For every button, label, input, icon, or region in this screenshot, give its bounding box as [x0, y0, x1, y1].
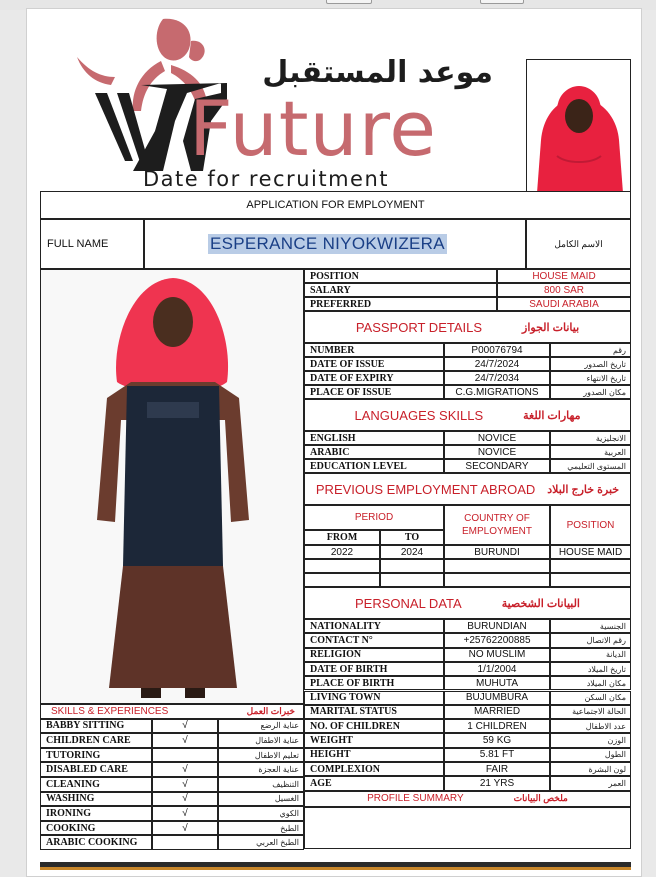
language-label: EDUCATION LEVEL: [304, 459, 444, 473]
personal-label-ar: العمر: [550, 776, 631, 790]
passport-label: PLACE OF ISSUE: [304, 385, 444, 399]
personal-value: BUJUMBURA: [444, 691, 550, 705]
employment-empty-cell: [304, 573, 380, 587]
skill-check: √: [152, 777, 218, 792]
passport-label: DATE OF EXPIRY: [304, 371, 444, 385]
skill-check: √: [152, 719, 218, 734]
personal-label-ar: الطول: [550, 748, 631, 762]
personal-label-ar: لون البشرة: [550, 762, 631, 776]
job-value: SAUDI ARABIA: [497, 297, 631, 311]
skill-label: CHILDREN CARE: [40, 733, 152, 748]
personal-label: NO. OF CHILDREN: [304, 719, 444, 733]
personal-value: BURUNDIAN: [444, 619, 550, 633]
skill-check: √: [152, 762, 218, 777]
passport-label: NUMBER: [304, 343, 444, 357]
country-header: COUNTRY OF EMPLOYMENT: [444, 505, 550, 545]
employment-empty-cell: [380, 559, 444, 573]
skill-label: COOKING: [40, 821, 152, 836]
language-label-ar: الانجليزية: [550, 431, 631, 445]
skill-check: √: [152, 733, 218, 748]
employment-country: BURUNDI: [444, 545, 550, 559]
passport-section-header: PASSPORT DETAILS بيانات الجواز: [304, 311, 631, 343]
personal-label-ar: عدد الاطفال: [550, 719, 631, 733]
job-value: HOUSE MAID: [497, 269, 631, 283]
personal-label-ar: تاريخ الميلاد: [550, 662, 631, 676]
passport-value: C.G.MIGRATIONS: [444, 385, 550, 399]
toolbar-button[interactable]: [480, 0, 524, 4]
skill-label-ar: الطبخ العربي: [218, 835, 304, 850]
employment-empty-cell: [550, 573, 631, 587]
employment-to: 2024: [380, 545, 444, 559]
passport-value: P00076794: [444, 343, 550, 357]
personal-label: DATE OF BIRTH: [304, 662, 444, 676]
document-page: [26, 8, 642, 877]
passport-label-ar: رقم: [550, 343, 631, 357]
job-label: SALARY: [304, 283, 497, 297]
employment-section-header: PREVIOUS EMPLOYMENT ABROAD خبرة خارج البلاد: [304, 473, 631, 505]
skill-label: CLEANING: [40, 777, 152, 792]
job-value: 800 SAR: [497, 283, 631, 297]
personal-label: LIVING TOWN: [304, 691, 444, 705]
personal-value: 21 YRS: [444, 776, 550, 790]
language-value: NOVICE: [444, 431, 550, 445]
skill-label: ARABIC COOKING: [40, 835, 152, 850]
personal-value: MUHUTA: [444, 676, 550, 690]
employment-position: HOUSE MAID: [550, 545, 631, 559]
profile-summary-header: PROFILE SUMMARY ملخص البيانات: [304, 791, 631, 807]
skill-label: DISABLED CARE: [40, 762, 152, 777]
passport-label: DATE OF ISSUE: [304, 357, 444, 371]
skill-label-ar: الطبخ: [218, 821, 304, 836]
full-name-value: ESPERANCE NIYOKWIZERA: [144, 219, 526, 269]
passport-label-ar: تاريخ الصدور: [550, 357, 631, 371]
personal-label: NATIONALITY: [304, 619, 444, 633]
personal-value: +25762200885: [444, 633, 550, 647]
employment-empty-cell: [550, 559, 631, 573]
skills-section-header: SKILLS & EXPERIENCES خبرات العمل: [40, 704, 304, 719]
personal-label: MARITAL STATUS: [304, 705, 444, 719]
language-value: NOVICE: [444, 445, 550, 459]
employment-empty-cell: [304, 559, 380, 573]
personal-label-ar: الديانة: [550, 648, 631, 662]
personal-value: NO MUSLIM: [444, 648, 550, 662]
personal-value: MARRIED: [444, 705, 550, 719]
personal-value: 1/1/2004: [444, 662, 550, 676]
company-logo: [71, 11, 491, 191]
job-label: PREFERRED: [304, 297, 497, 311]
personal-label-ar: مكان السكن: [550, 691, 631, 705]
period-header: PERIOD: [304, 505, 444, 530]
personal-label-ar: رقم الاتصال: [550, 633, 631, 647]
personal-label: AGE: [304, 776, 444, 790]
full-body-photo: [40, 269, 304, 704]
skill-label-ar: عناية الرضع: [218, 719, 304, 734]
passport-label-ar: مكان الصدور: [550, 385, 631, 399]
personal-value: 5.81 FT: [444, 748, 550, 762]
skill-check: [152, 835, 218, 850]
full-name-label: FULL NAME: [40, 219, 144, 269]
skill-label: TUTORING: [40, 748, 152, 763]
employment-empty-cell: [444, 573, 550, 587]
skill-label: IRONING: [40, 806, 152, 821]
from-header: FROM: [304, 530, 380, 545]
personal-section-header: PERSONAL DATA البيانات الشخصية: [304, 587, 631, 619]
skill-label-ar: التنظيف: [218, 777, 304, 792]
skill-check: √: [152, 821, 218, 836]
language-label: ENGLISH: [304, 431, 444, 445]
personal-label: HEIGHT: [304, 748, 444, 762]
employment-from: 2022: [304, 545, 380, 559]
personal-label: RELIGION: [304, 648, 444, 662]
personal-label-ar: الحالة الاجتماعية: [550, 705, 631, 719]
skill-label-ar: تعليم الاطفال: [218, 748, 304, 763]
application-title: APPLICATION FOR EMPLOYMENT: [40, 191, 631, 219]
employment-empty-cell: [380, 573, 444, 587]
personal-label-ar: الجنسية: [550, 619, 631, 633]
brand-main-name: Future: [189, 84, 438, 173]
passport-value: 24/7/2034: [444, 371, 550, 385]
skill-check: √: [152, 792, 218, 807]
position-header: POSITION: [550, 505, 631, 545]
personal-label-ar: مكان الميلاد: [550, 676, 631, 690]
skill-label-ar: عناية العجزة: [218, 762, 304, 777]
skill-label-ar: الكوي: [218, 806, 304, 821]
personal-value: FAIR: [444, 762, 550, 776]
skill-label-ar: عناية الاطفال: [218, 733, 304, 748]
personal-label: COMPLEXION: [304, 762, 444, 776]
full-name-label-ar: الاسم الكامل: [526, 219, 631, 269]
personal-label: PLACE OF BIRTH: [304, 676, 444, 690]
personal-value: 59 KG: [444, 733, 550, 747]
skill-check: √: [152, 806, 218, 821]
footer-bar-accent: [40, 867, 631, 870]
to-header: TO: [380, 530, 444, 545]
personal-label-ar: الوزن: [550, 733, 631, 747]
personal-label: CONTACT N°: [304, 633, 444, 647]
passport-photo: [526, 59, 631, 192]
personal-label: WEIGHT: [304, 733, 444, 747]
language-label-ar: المستوى التعليمي: [550, 459, 631, 473]
skill-label: BABBY SITTING: [40, 719, 152, 734]
brand-tagline: Date for recruitment: [143, 167, 389, 191]
passport-label-ar: تاريخ الانتهاء: [550, 371, 631, 385]
skill-check: [152, 748, 218, 763]
toolbar-button[interactable]: [326, 0, 372, 4]
language-label-ar: العربية: [550, 445, 631, 459]
languages-section-header: LANGUAGES SKILLS مهارات اللغة: [304, 399, 631, 431]
profile-summary-body: [304, 807, 631, 849]
employment-empty-cell: [444, 559, 550, 573]
personal-value: 1 CHILDREN: [444, 719, 550, 733]
passport-value: 24/7/2024: [444, 357, 550, 371]
skill-label-ar: الغسيل: [218, 792, 304, 807]
job-label: POSITION: [304, 269, 497, 283]
language-value: SECONDARY: [444, 459, 550, 473]
brand-arabic-name: موعد المستقبل: [262, 55, 493, 90]
language-label: ARABIC: [304, 445, 444, 459]
skill-label: WASHING: [40, 792, 152, 807]
